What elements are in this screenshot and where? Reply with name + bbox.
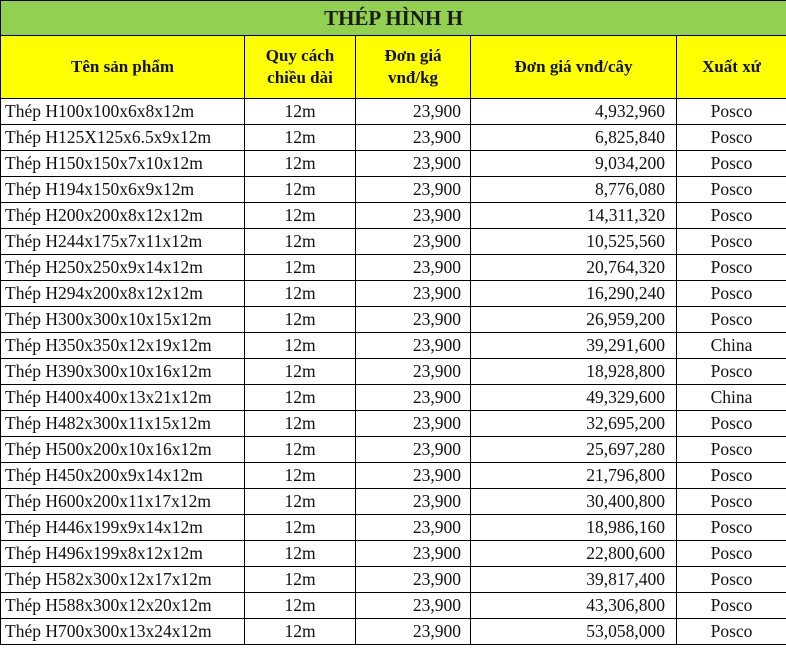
- product-name-cell: Thép H294x200x8x12x12m: [1, 281, 245, 307]
- length-cell: 12m: [245, 281, 356, 307]
- table-row: [1, 229, 786, 255]
- product-name-cell: Thép H450x200x9x14x12m: [1, 463, 245, 489]
- origin-cell: Posco: [677, 411, 786, 437]
- header-price-kg-line2: vnđ/kg: [387, 68, 439, 87]
- length-cell: 12m: [245, 151, 356, 177]
- price-per-kg-cell: 23,900: [356, 281, 471, 307]
- price-per-kg-cell: 23,900: [356, 593, 471, 619]
- price-per-tree-cell: 22,800,600: [471, 541, 677, 567]
- product-name-cell: Thép H600x200x11x17x12m: [1, 489, 245, 515]
- table-row: [1, 541, 786, 567]
- origin-cell: Posco: [677, 151, 786, 177]
- length-cell: 12m: [245, 463, 356, 489]
- length-cell: 12m: [245, 203, 356, 229]
- table-row: [1, 281, 786, 307]
- length-cell: 12m: [245, 515, 356, 541]
- length-cell: 12m: [245, 411, 356, 437]
- price-per-tree-cell: 6,825,840: [471, 125, 677, 151]
- table-row: [1, 411, 786, 437]
- origin-cell: Posco: [677, 437, 786, 463]
- table-row: [1, 359, 786, 385]
- price-per-kg-cell: 23,900: [356, 567, 471, 593]
- price-per-kg-cell: 23,900: [356, 463, 471, 489]
- origin-cell: China: [677, 333, 786, 359]
- price-per-tree-cell: 43,306,800: [471, 593, 677, 619]
- origin-cell: Posco: [677, 229, 786, 255]
- price-per-tree-cell: 53,058,000: [471, 619, 677, 645]
- price-per-tree-cell: 4,932,960: [471, 99, 677, 125]
- table-title-row: [1, 1, 786, 36]
- price-per-tree-cell: 10,525,560: [471, 229, 677, 255]
- header-origin: Xuất xứ: [677, 36, 786, 99]
- product-name-cell: Thép H588x300x12x20x12m: [1, 593, 245, 619]
- origin-cell: Posco: [677, 463, 786, 489]
- header-price-kg-line1: Đơn giá: [384, 46, 442, 65]
- origin-cell: Posco: [677, 489, 786, 515]
- header-price-per-kg: [356, 36, 471, 99]
- price-per-tree-cell: 39,817,400: [471, 567, 677, 593]
- product-name-cell: Thép H482x300x11x15x12m: [1, 411, 245, 437]
- price-per-tree-cell: 14,311,320: [471, 203, 677, 229]
- table-header-row: [1, 36, 786, 99]
- product-name-cell: Thép H350x350x12x19x12m: [1, 333, 245, 359]
- table-row: [1, 489, 786, 515]
- table-row: [1, 619, 786, 645]
- price-per-tree-cell: 16,290,240: [471, 281, 677, 307]
- price-per-kg-cell: 23,900: [356, 99, 471, 125]
- price-per-tree-cell: 39,291,600: [471, 333, 677, 359]
- origin-cell: Posco: [677, 177, 786, 203]
- header-price-per-tree: Đơn giá vnđ/cây: [471, 36, 677, 99]
- price-per-kg-cell: 23,900: [356, 619, 471, 645]
- origin-cell: Posco: [677, 281, 786, 307]
- header-length-line2: chiều dài: [267, 68, 333, 87]
- table-row: [1, 255, 786, 281]
- price-per-tree-cell: 32,695,200: [471, 411, 677, 437]
- origin-cell: Posco: [677, 593, 786, 619]
- price-per-kg-cell: 23,900: [356, 359, 471, 385]
- table-row: [1, 307, 786, 333]
- product-name-cell: Thép H700x300x13x24x12m: [1, 619, 245, 645]
- length-cell: 12m: [245, 177, 356, 203]
- origin-cell: Posco: [677, 203, 786, 229]
- length-cell: 12m: [245, 307, 356, 333]
- origin-cell: Posco: [677, 541, 786, 567]
- length-cell: 12m: [245, 437, 356, 463]
- header-length-line1: Quy cách: [265, 46, 335, 65]
- table-row: [1, 177, 786, 203]
- product-name-cell: Thép H390x300x10x16x12m: [1, 359, 245, 385]
- product-name-cell: Thép H300x300x10x15x12m: [1, 307, 245, 333]
- price-per-tree-cell: 30,400,800: [471, 489, 677, 515]
- origin-cell: Posco: [677, 567, 786, 593]
- price-per-kg-cell: 23,900: [356, 515, 471, 541]
- price-per-kg-cell: 23,900: [356, 203, 471, 229]
- table-row: [1, 203, 786, 229]
- price-per-kg-cell: 23,900: [356, 255, 471, 281]
- header-product-name: Tên sản phẩm: [1, 36, 245, 99]
- price-per-kg-cell: 23,900: [356, 229, 471, 255]
- length-cell: 12m: [245, 489, 356, 515]
- origin-cell: Posco: [677, 619, 786, 645]
- table-title: THÉP HÌNH H: [1, 1, 786, 36]
- price-per-kg-cell: 23,900: [356, 437, 471, 463]
- price-per-tree-cell: 20,764,320: [471, 255, 677, 281]
- length-cell: 12m: [245, 619, 356, 645]
- product-name-cell: Thép H250x250x9x14x12m: [1, 255, 245, 281]
- origin-cell: Posco: [677, 359, 786, 385]
- price-per-tree-cell: 9,034,200: [471, 151, 677, 177]
- table-row: [1, 567, 786, 593]
- length-cell: 12m: [245, 255, 356, 281]
- price-per-kg-cell: 23,900: [356, 489, 471, 515]
- length-cell: 12m: [245, 229, 356, 255]
- length-cell: 12m: [245, 593, 356, 619]
- price-per-kg-cell: 23,900: [356, 151, 471, 177]
- price-per-kg-cell: 23,900: [356, 333, 471, 359]
- length-cell: 12m: [245, 125, 356, 151]
- price-per-tree-cell: 18,986,160: [471, 515, 677, 541]
- origin-cell: China: [677, 385, 786, 411]
- table-row: [1, 385, 786, 411]
- table-row: [1, 463, 786, 489]
- header-length: [245, 36, 356, 99]
- length-cell: 12m: [245, 541, 356, 567]
- product-name-cell: Thép H194x150x6x9x12m: [1, 177, 245, 203]
- product-name-cell: Thép H125X125x6.5x9x12m: [1, 125, 245, 151]
- price-per-tree-cell: 8,776,080: [471, 177, 677, 203]
- table-body: [1, 99, 786, 645]
- price-per-tree-cell: 25,697,280: [471, 437, 677, 463]
- product-name-cell: Thép H496x199x8x12x12m: [1, 541, 245, 567]
- product-name-cell: Thép H244x175x7x11x12m: [1, 229, 245, 255]
- table-row: [1, 515, 786, 541]
- table-row: [1, 99, 786, 125]
- origin-cell: Posco: [677, 515, 786, 541]
- product-name-cell: Thép H400x400x13x21x12m: [1, 385, 245, 411]
- table-row: [1, 333, 786, 359]
- price-per-tree-cell: 18,928,800: [471, 359, 677, 385]
- product-name-cell: Thép H200x200x8x12x12m: [1, 203, 245, 229]
- table-row: [1, 437, 786, 463]
- origin-cell: Posco: [677, 307, 786, 333]
- product-name-cell: Thép H582x300x12x17x12m: [1, 567, 245, 593]
- price-per-kg-cell: 23,900: [356, 307, 471, 333]
- length-cell: 12m: [245, 333, 356, 359]
- price-per-kg-cell: 23,900: [356, 385, 471, 411]
- length-cell: 12m: [245, 567, 356, 593]
- price-per-kg-cell: 23,900: [356, 177, 471, 203]
- price-per-tree-cell: 49,329,600: [471, 385, 677, 411]
- price-per-kg-cell: 23,900: [356, 125, 471, 151]
- table-row: [1, 151, 786, 177]
- product-name-cell: Thép H100x100x6x8x12m: [1, 99, 245, 125]
- length-cell: 12m: [245, 99, 356, 125]
- price-per-kg-cell: 23,900: [356, 541, 471, 567]
- product-name-cell: Thép H446x199x9x14x12m: [1, 515, 245, 541]
- price-per-tree-cell: 26,959,200: [471, 307, 677, 333]
- origin-cell: Posco: [677, 125, 786, 151]
- product-name-cell: Thép H150x150x7x10x12m: [1, 151, 245, 177]
- table-row: [1, 593, 786, 619]
- table-row: [1, 125, 786, 151]
- length-cell: 12m: [245, 385, 356, 411]
- length-cell: 12m: [245, 359, 356, 385]
- price-per-kg-cell: 23,900: [356, 411, 471, 437]
- origin-cell: Posco: [677, 255, 786, 281]
- product-name-cell: Thép H500x200x10x16x12m: [1, 437, 245, 463]
- price-per-tree-cell: 21,796,800: [471, 463, 677, 489]
- origin-cell: Posco: [677, 99, 786, 125]
